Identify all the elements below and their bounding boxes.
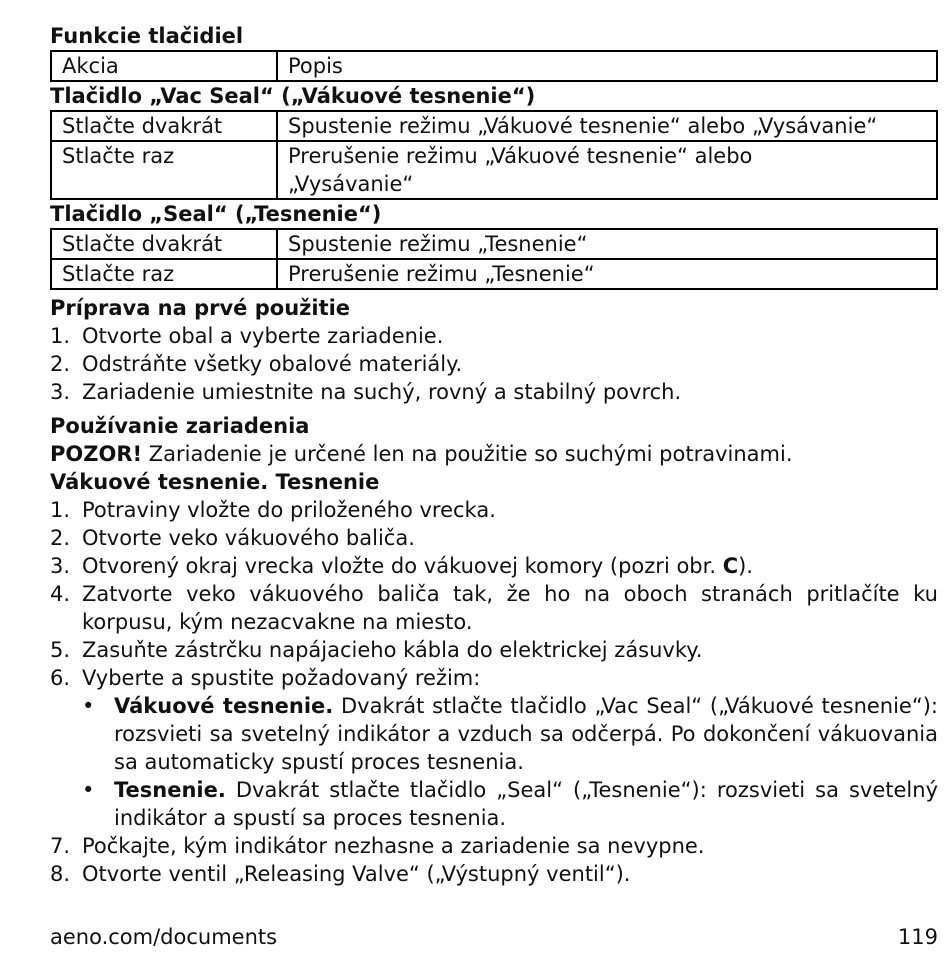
usage-list [50,496,938,692]
seal-heading: Tlačidlo „Seal“ („Tesnenie“) [50,202,382,226]
table-row [51,229,937,259]
desc-cell: Prerušenie režimu „Vákuové tesnenie“ alebo „Vysávanie“ [277,141,937,199]
list-item: 1. Otvorte obal a vyberte zariadenie. [50,324,444,348]
page-number: 119 [897,925,938,949]
table-header-row [51,51,937,81]
table-row [51,259,937,289]
list-item: 3. Otvorený okraj vrecka vložte do vákuovej komory (pozri obr. C). [50,554,753,578]
action-cell: Stlačte raz [51,259,277,289]
usage-list-continued [50,832,938,888]
vac-seal-heading: Tlačidlo „Vac Seal“ („Vákuové tesnenie“) [50,84,536,108]
action-cell: Stlačte raz [51,141,277,199]
mode-item: • Tesnenie. Dvakrát stlačte tlačidlo „Seal“ („Tesnenie“): rozsvieti sa svetelný indikátor a spustí sa proces tesnenia. [82,778,938,830]
list-item: 5. Zasuňte zástrčku napájacieho kábla do elektrickej zásuvky. [50,638,703,662]
usage-heading: Používanie zariadenia [50,414,310,438]
warning-paragraph [50,440,938,468]
action-cell: Stlačte dvakrát [51,111,277,141]
functions-header-table [50,50,938,82]
vacuum-seal-subheading: Vákuové tesnenie. Tesnenie [50,470,380,494]
list-item: 4. Zatvorte veko vákuového baliča tak, že ho na oboch stranách pritlačíte ku korpusu, kým nezacvakne na miesto. [50,582,938,634]
mode-item: • Vákuové tesnenie. Dvakrát stlačte tlačidlo „Vac Seal“ („Vákuové tesnenie“): rozsvieti sa svetelný indikátor a vzduch sa odčerpá. Po dokončení vákuovania sa automaticky spustí proces tesnenia. [82,694,939,774]
figure-ref: C [722,554,739,578]
list-item: 1. Potraviny vložte do priloženého vrecka. [50,498,496,522]
footer-url: aeno.com/documents [50,925,278,949]
list-item: 2. Odstráňte všetky obalové materiály. [50,352,463,376]
functions-heading: Funkcie tlačidiel [50,24,244,48]
prep-list [50,322,938,406]
warning-label: POZOR! [50,442,143,466]
list-item: 3. Zariadenie umiestnite na suchý, rovný a stabilný povrch. [50,380,682,404]
col-desc-header: Popis [277,51,937,81]
list-item: 8. Otvorte ventil „Releasing Valve“ („Výstupný ventil“). [50,862,631,886]
vac-seal-table [50,110,938,200]
table-row [51,111,937,141]
desc-cell: Spustenie režimu „Tesnenie“ [277,229,937,259]
action-cell: Stlačte dvakrát [51,229,277,259]
mode-list [50,692,938,832]
desc-cell: Spustenie režimu „Vákuové tesnenie“ alebo „Vysávanie“ [277,111,937,141]
list-item: 2. Otvorte veko vákuového baliča. [50,526,415,550]
warning-text: Zariadenie je určené len na použitie so suchými potravinami. [142,442,793,466]
document-page [50,22,938,888]
seal-table [50,228,938,290]
list-item: 6. Vyberte a spustite požadovaný režim: [50,666,481,690]
list-item: 7. Počkajte, kým indikátor nezhasne a zariadenie sa nevypne. [50,834,705,858]
table-row [51,141,937,199]
prep-heading: Príprava na prvé použitie [50,296,351,320]
col-action-header: Akcia [51,51,277,81]
page-footer [50,925,938,949]
desc-cell: Prerušenie režimu „Tesnenie“ [277,259,937,289]
